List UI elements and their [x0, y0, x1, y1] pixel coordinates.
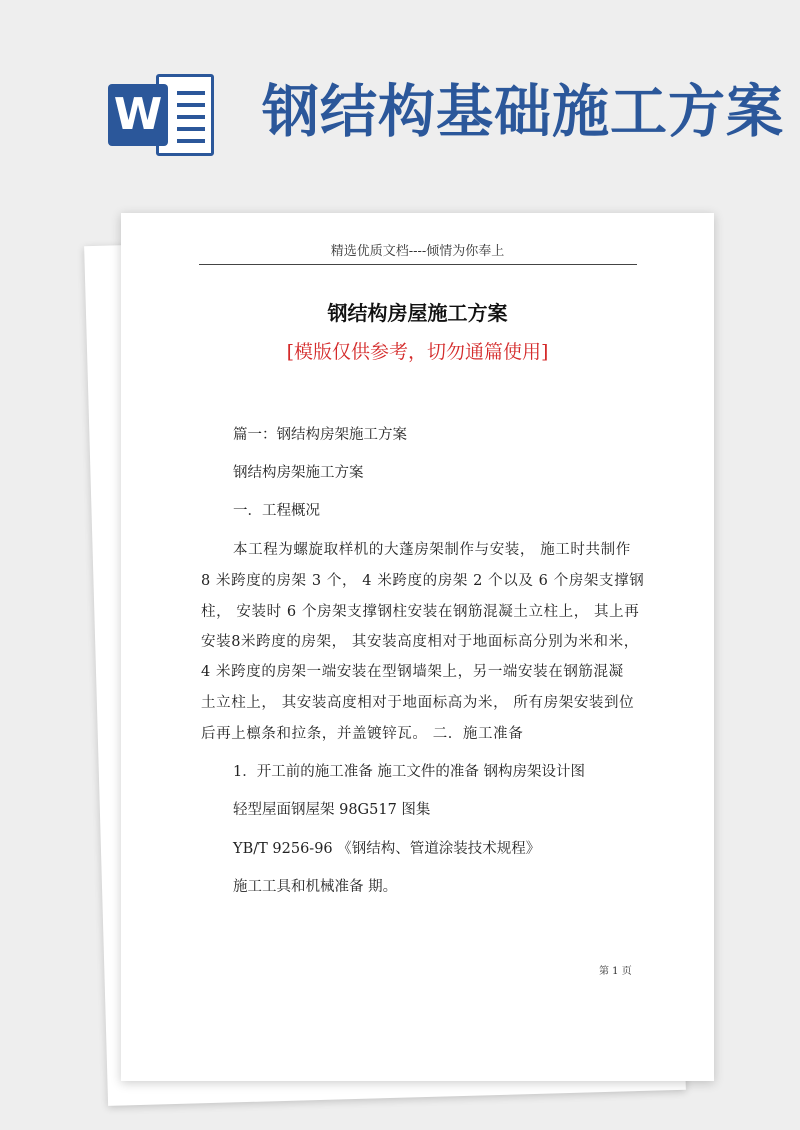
body-line: 4 米跨度的房架一端安装在型钢墙架上，另一端安装在钢筋混凝 — [201, 664, 624, 680]
body-line: 钢结构房架施工方案 — [233, 465, 364, 481]
document-page — [121, 213, 714, 1081]
banner — [0, 0, 800, 200]
body-line: 施工工具和机械准备 期。 — [233, 879, 398, 895]
word-letter: W — [108, 84, 168, 146]
document-title: 钢结构房屋施工方案 — [327, 301, 508, 325]
word-icon — [108, 70, 218, 160]
body-line: 8 米跨度的房架 3 个， 4 米跨度的房架 2 个以及 6 个房架支撑钢 — [201, 573, 645, 589]
body-line: 安装8米跨度的房架， 其安装高度相对于地面标高分别为米和米， — [201, 634, 639, 650]
page-header: 精选优质文档----倾情为你奉上 — [330, 244, 505, 259]
body-line: 篇一：钢结构房架施工方案 — [233, 427, 407, 443]
banner-title: 钢结构基础施工方案 — [262, 79, 784, 145]
body-line: 后再上檩条和拉条，并盖镀锌瓦。 二．施工准备 — [201, 726, 524, 742]
body-line: 柱， 安装时 6 个房架支撑钢柱安装在钢筋混凝土立柱上， 其上再 — [201, 604, 640, 620]
body-line: 轻型屋面钢屋架 98G517 图集 — [233, 802, 431, 818]
body-line: 土立柱上， 其安装高度相对于地面标高为米， 所有房架安装到位 — [201, 695, 635, 711]
document-subtitle: [模版仅供参考，切勿通篇使用] — [286, 341, 549, 363]
body-line: 一．工程概况 — [233, 503, 320, 519]
body-line: 本工程为螺旋取样机的大蓬房架制作与安装， 施工时共制作 — [233, 542, 631, 558]
header-rule — [199, 264, 637, 265]
body-line: YB/T 9256-96 《钢结构、管道涂装技术规程》 — [233, 841, 541, 857]
body-line: 1．开工前的施工准备 施工文件的准备 钢构房架设计图 — [233, 764, 585, 780]
page-number: 第 1 页 — [599, 966, 632, 977]
